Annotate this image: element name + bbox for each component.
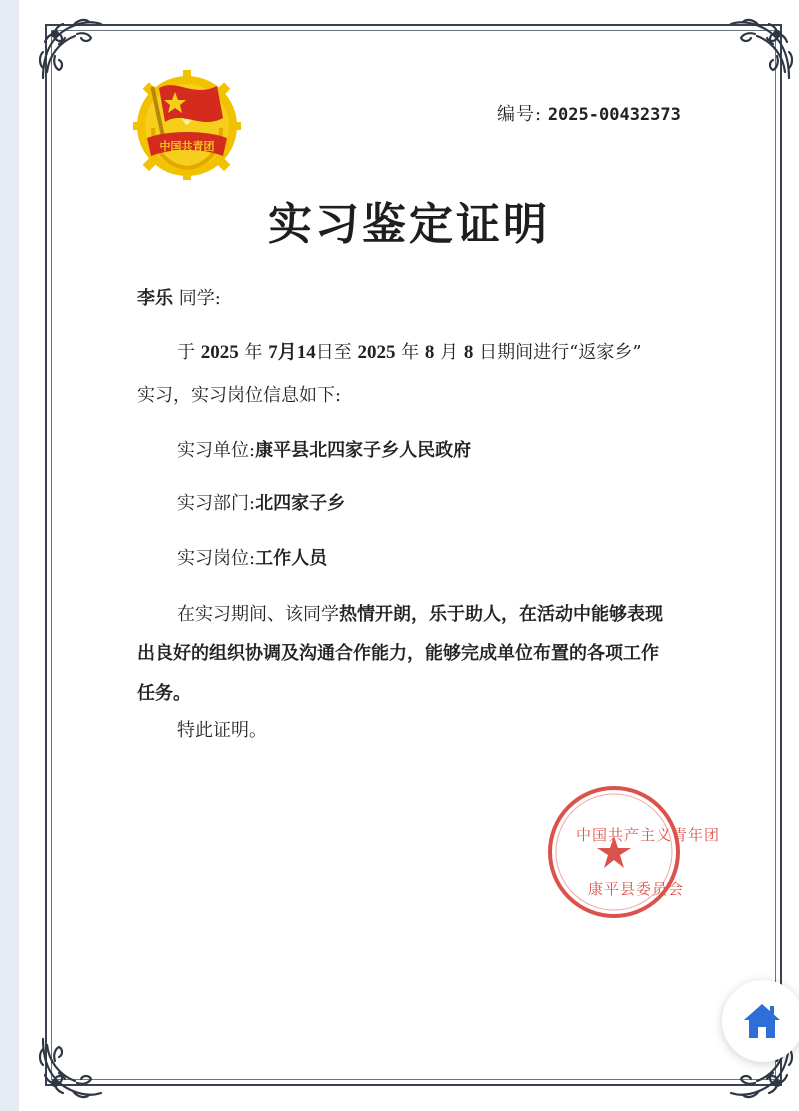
internship-department [177,491,345,517]
page-title: 实习鉴定证明 [268,199,550,250]
evaluation-line-1 [177,602,663,628]
intro-line-2: 实习，实习岗位信息如下: [137,385,342,406]
certificate-number-value: 2025-00432373 [547,105,681,125]
date-to: 日至 [315,342,352,363]
student-name: 李乐 [137,288,173,309]
intro-suffix: 日期间进行“返家乡” [479,342,642,363]
year-word: 年 [401,342,420,363]
intro-line-1 [177,340,642,366]
certificate-number [497,100,681,126]
year-word: 年 [244,342,263,363]
start-date: 7月14 [268,342,316,363]
corner-ornament-icon [33,12,109,88]
certificate-number-label: 编号: [497,104,543,125]
communist-youth-league-emblem-icon [131,68,243,180]
end-day: 8 [463,342,474,363]
evaluation-line-2: 出良好的组织协调及沟通合作能力，能够完成单位布置的各项工作 [137,643,659,664]
salutation [137,286,221,312]
internship-unit [177,438,471,464]
salutation-suffix: 同学: [178,288,221,309]
end-month: 8 [424,342,435,363]
evaluation-line-3: 任务。 [137,683,191,704]
unit-value: 康平县北四家子乡人民政府 [255,440,472,461]
closing-statement: 特此证明。 [177,720,267,741]
intro-prefix: 于 [177,342,195,363]
emblem-banner-text: 中国共青团 [159,140,215,153]
evaluation-plain: 在实习期间、该同学 [177,604,339,625]
seal-org-text: 中国共产主义青年团 [576,826,721,844]
official-seal-icon [544,782,721,922]
position-label: 实习岗位: [177,548,256,569]
corner-ornament-icon [723,12,799,88]
certificate-page [19,0,799,1111]
home-button[interactable] [722,980,799,1062]
corner-ornament-icon [33,1029,109,1105]
internship-position [177,546,327,572]
month-word: 月 [440,342,459,363]
start-year: 2025 [200,342,239,363]
end-year: 2025 [357,342,396,363]
position-value: 工作人员 [255,548,328,569]
evaluation-bold: 热情开朗，乐于助人，在活动中能够表现 [339,604,663,625]
department-label: 实习部门: [177,493,256,514]
home-icon [742,1002,782,1040]
department-value: 北四家子乡 [255,493,346,514]
seal-unit-text: 康平县委员会 [588,880,685,898]
unit-label: 实习单位: [177,440,256,461]
